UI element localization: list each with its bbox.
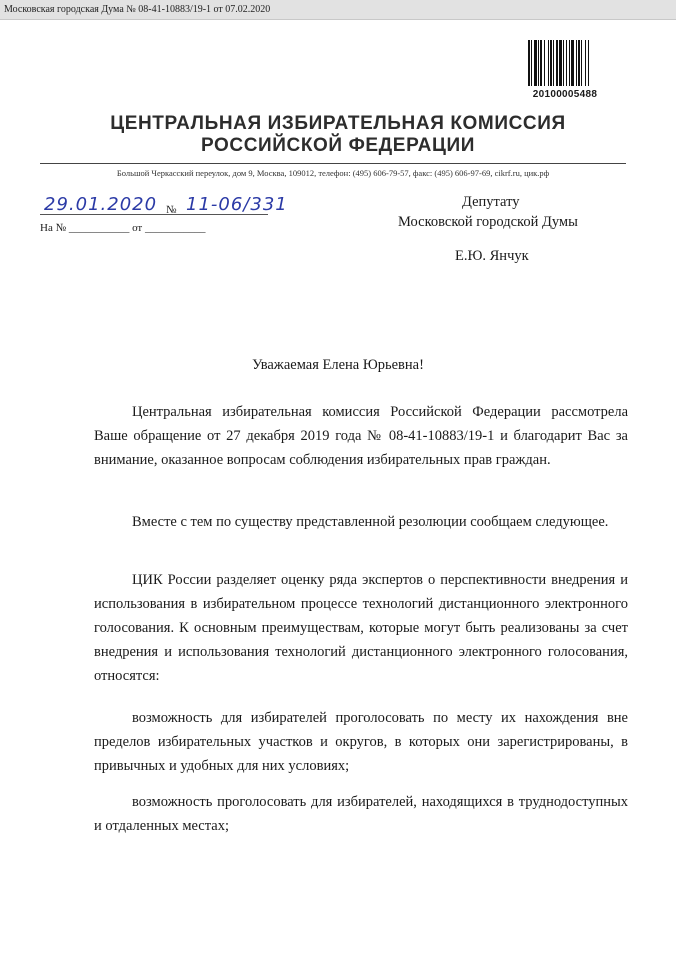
- recipient-name: Е.Ю. Янчук: [455, 248, 529, 264]
- recipient-organization: Московской городской Думы: [398, 214, 578, 230]
- barcode-number: 20100005488: [532, 89, 598, 100]
- body-paragraph-2: Вместе с тем по существу представленной резолюции сообщаем следующее.: [132, 514, 609, 530]
- document-header-bar: Московская городская Дума № 08-41-10883/19-1 от 07.02.2020: [0, 0, 676, 20]
- letterhead-divider: [40, 163, 626, 164]
- handwritten-date: 29.01.2020: [44, 194, 158, 215]
- handwritten-outgoing-number: 11-06/331: [186, 194, 288, 215]
- reference-underline: [40, 214, 268, 215]
- organization-name-line1: ЦЕНТРАЛЬНАЯ ИЗБИРАТЕЛЬНАЯ КОМИССИЯ: [110, 113, 566, 134]
- body-paragraph-4: возможность для избирателей проголосовать по месту их нахождения вне пределов избирательных участков и округов, в которых они зарегистрированы, в привычных и удобных для них условиях;: [94, 710, 628, 774]
- organization-address: Большой Черкасский переулок, дом 9, Москва, 109012, телефон: (495) 606-79-57, факс: (495) 606-97-69, cikrf.ru, цик.рф: [116, 168, 550, 178]
- recipient-title: Депутату: [462, 194, 520, 210]
- outgoing-number-label: №: [166, 204, 177, 216]
- body-paragraph-1: Центральная избирательная комиссия Российской Федерации рассмотрела Ваше обращение от 27 декабря 2019 года № 08-41-10883/19-1 и благодарит Вас за внимание, оказанное вопросам соблюдения избирательных прав граждан.: [94, 404, 628, 468]
- barcode: [528, 40, 602, 86]
- body-paragraph-3: ЦИК России разделяет оценку ряда экспертов о перспективности внедрения и использования в избирательном процессе технологий дистанционного электронного голосования. К основным преимуществам, которые могут быть реализованы за счет внедрения и использования технологий дистанционного электронного голосования, относятся:: [94, 572, 628, 684]
- letter-greeting: Уважаемая Елена Юрьевна!: [252, 357, 424, 373]
- organization-name-line2: РОССИЙСКОЙ ФЕДЕРАЦИИ: [200, 135, 475, 156]
- body-paragraph-5: возможность проголосовать для избирателей, находящихся в труднодоступных и отдаленных местах;: [94, 794, 628, 834]
- incoming-reference-line: На № ___________ от ___________: [40, 222, 206, 234]
